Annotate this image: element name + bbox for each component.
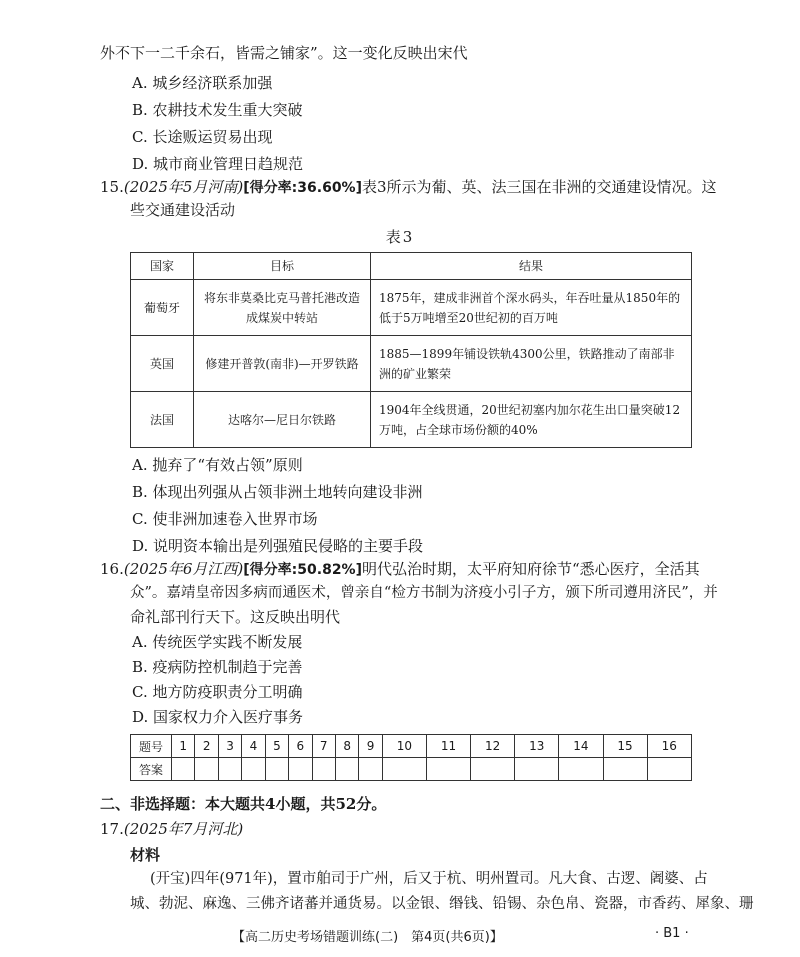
answer-number-cell: 1 (172, 735, 195, 758)
answer-number-cell: 16 (647, 735, 691, 758)
q16-option-d: D. 国家权力介入医疗事务 (132, 708, 304, 726)
table-header-result: 结果 (371, 253, 692, 280)
q16-stem-line2: 众”。嘉靖皇帝因多病而通医术，曾亲自“检方书制为济疫小引子方，颁下所司遵用济民”，并 (130, 585, 718, 601)
q14-option-d: D. 城市商业管理日趋规范 (132, 155, 304, 173)
answer-fill-row (131, 758, 692, 781)
table-cell-result: 1904年全线贯通，20世纪初塞内加尔花生出口量突破12万吨，占全球市场份额的40% (371, 392, 692, 448)
q17-header (100, 818, 243, 840)
q15-source: (2025年5月河南) (123, 178, 244, 196)
answer-number-cell: 8 (335, 735, 358, 758)
material-label: 材料 (130, 846, 161, 864)
table-row (131, 280, 692, 336)
answer-fill-cell[interactable] (312, 758, 335, 781)
answer-number-cell: 10 (382, 735, 426, 758)
answer-number-cell: 5 (265, 735, 288, 758)
answer-table (130, 734, 692, 781)
table-cell-goal: 达喀尔—尼日尔铁路 (194, 392, 371, 448)
table-header-country: 国家 (131, 253, 194, 280)
answer-number-row (131, 735, 692, 758)
q15-option-a: A. 抛弃了“有效占领”原则 (132, 456, 303, 474)
q15-number: 15. (100, 178, 124, 196)
answer-number-cell: 7 (312, 735, 335, 758)
answer-number-cell: 2 (195, 735, 218, 758)
table-header-goal: 目标 (194, 253, 371, 280)
q15-stem-line2: 些交通建设活动 (130, 201, 236, 219)
q16-option-a: A. 传统医学实践不断发展 (132, 633, 303, 651)
answer-fill-cell[interactable] (195, 758, 218, 781)
table-cell-country: 法国 (131, 392, 194, 448)
table-caption: 表3 (385, 228, 415, 246)
q17-number: 17. (100, 820, 124, 838)
answer-fill-cell[interactable] (515, 758, 559, 781)
table-row (131, 392, 692, 448)
q17-source: (2025年7月河北) (123, 820, 244, 838)
answer-number-cell: 14 (559, 735, 603, 758)
answer-fill-cell[interactable] (603, 758, 647, 781)
answer-number-cell: 15 (603, 735, 647, 758)
answer-fill-cell[interactable] (382, 758, 426, 781)
table-cell-country: 葡萄牙 (131, 280, 194, 336)
answer-number-cell: 4 (242, 735, 265, 758)
q16-option-c: C. 地方防疫职责分工明确 (132, 683, 303, 701)
answer-number-cell: 9 (359, 735, 382, 758)
q17-material-line2: 城、勃泥、麻逸、三佛齐诸蕃并通货易。以金银、缗钱、铅锡、杂色帛、瓷器，市香药、犀象、珊 (130, 896, 754, 912)
answer-fill-cell[interactable] (559, 758, 603, 781)
page-code: · B1 · (655, 926, 689, 941)
table-cell-country: 英国 (131, 336, 194, 392)
q15-stem-text: 表3所示为葡、英、法三国在非洲的交通建设情况。这 (362, 178, 717, 196)
answer-number-cell: 11 (426, 735, 470, 758)
q16-source: (2025年6月江西) (123, 560, 244, 578)
q15-score-rate: [得分率:36.60%] (243, 180, 362, 196)
page-footer: 【高二历史考场错题训练(二) 第4页(共6页)】 (232, 930, 503, 945)
table-header-row (131, 253, 692, 280)
q16-option-b: B. 疫病防控机制趋于完善 (132, 658, 303, 676)
table-cell-goal: 将东非莫桑比克马普托港改造成煤炭中转站 (194, 280, 371, 336)
q14-option-a: A. 城乡经济联系加强 (132, 74, 273, 92)
q14-option-b: B. 农耕技术发生重大突破 (132, 101, 303, 119)
answer-number-cell: 12 (471, 735, 515, 758)
table-cell-result: 1885—1899年铺设铁轨4300公里，铁路推动了南部非洲的矿业繁荣 (371, 336, 692, 392)
answer-fill-cell[interactable] (265, 758, 288, 781)
q15-option-c: C. 使非洲加速卷入世界市场 (132, 510, 318, 528)
q14-option-c: C. 长途贩运贸易出现 (132, 128, 273, 146)
q15-stem-line1 (100, 176, 717, 199)
answer-fill-cell[interactable] (289, 758, 312, 781)
answer-number-cell: 6 (289, 735, 312, 758)
table-cell-goal: 修建开普敦(南非)—开罗铁路 (194, 336, 371, 392)
q17-material-line1: (开宝)四年(971年)，置市舶司于广州，后又于杭、明州置司。凡大食、古逻、阇婆、占 (150, 871, 708, 887)
q16-number: 16. (100, 560, 124, 578)
answer-fill-cell[interactable] (647, 758, 691, 781)
q14-stem-tail: 外不下一二千余石，皆需之铺家”。这一变化反映出宋代 (100, 44, 468, 62)
answer-fill-cell[interactable] (471, 758, 515, 781)
table-row (131, 336, 692, 392)
answer-number-cell: 13 (515, 735, 559, 758)
answer-fill-cell[interactable] (359, 758, 382, 781)
table-cell-result: 1875年，建成非洲首个深水码头，年吞吐量从1850年的低于5万吨增至20世纪初的百万吨 (371, 280, 692, 336)
answer-number-cell: 3 (218, 735, 241, 758)
q15-option-d: D. 说明资本输出是列强殖民侵略的主要手段 (132, 537, 424, 555)
answer-fill-cell[interactable] (426, 758, 470, 781)
answer-fill-cell[interactable] (242, 758, 265, 781)
q16-stem-line3: 命礼部刊行天下。这反映出明代 (130, 608, 341, 626)
q16-stem-text: 明代弘治时期，太平府知府徐节“悉心医疗，全活其 (362, 560, 700, 578)
table-3 (130, 252, 692, 448)
answer-fill-label: 答案 (131, 758, 172, 781)
answer-fill-cell[interactable] (172, 758, 195, 781)
q15-option-b: B. 体现出列强从占领非洲土地转向建设非洲 (132, 483, 423, 501)
q16-score-rate: [得分率:50.82%] (243, 562, 362, 578)
section-heading: 二、非选择题：本大题共4小题，共52分。 (100, 795, 387, 813)
answer-number-label: 题号 (131, 735, 172, 758)
q16-stem-line1 (100, 558, 700, 581)
answer-fill-cell[interactable] (218, 758, 241, 781)
answer-fill-cell[interactable] (335, 758, 358, 781)
